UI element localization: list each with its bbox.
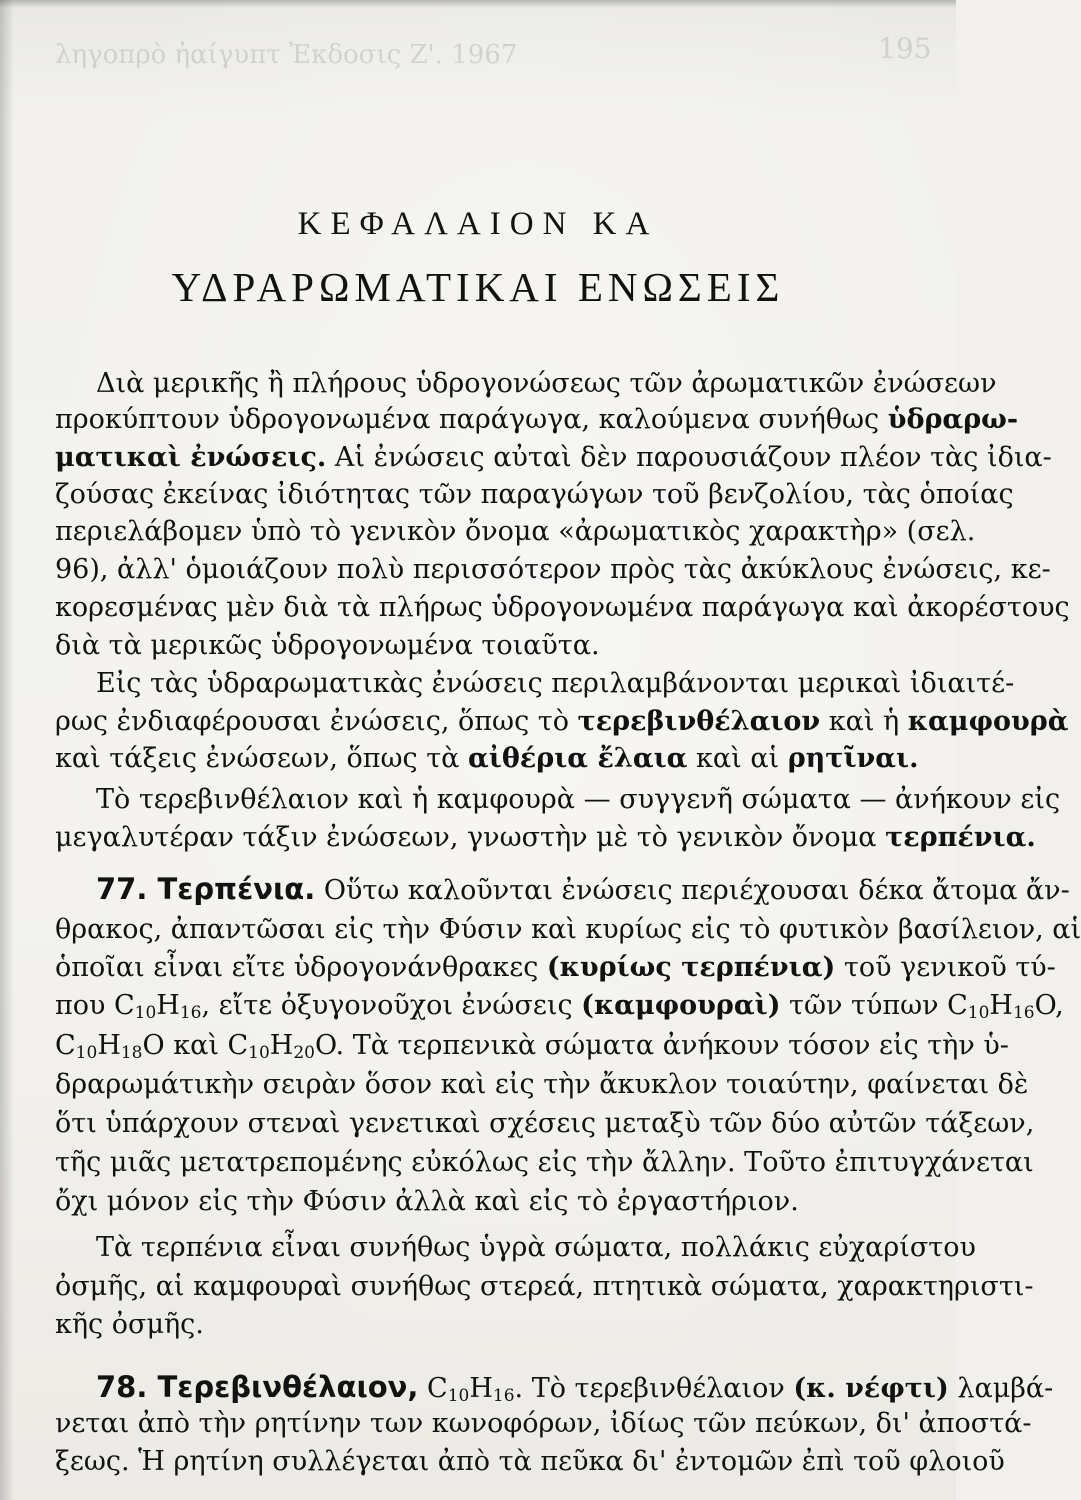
text-run: καὶ τάξεις ἐνώσεων, ὅπως τὰ: [55, 743, 469, 774]
bold-term: καμφουρὰ: [907, 706, 1069, 737]
text-run: Οὕτω καλοῦνται ἐνώσεις περιέχουσαι δέκα ἄτομα ἄν-: [315, 875, 1070, 906]
bold-term: ὑδραρω-: [887, 404, 1019, 435]
text-run: H: [469, 1373, 493, 1404]
text-line: [96, 668, 1015, 699]
bleed-through-page-number: 195: [878, 32, 932, 65]
text-run: Εἰς τὰς ὑδραρωματικὰς ἐνώσεις περιλαμβάνονται μερικαὶ ἰδιαιτέ-: [96, 668, 1015, 699]
text-run: δραρωμάτικὴν σειρὰν ὅσον καὶ εἰς τὴν ἄκυκλον τοιαύτην, φαίνεται δὲ: [55, 1069, 1029, 1100]
text-line: [96, 872, 1070, 906]
text-run: O καὶ C: [142, 1030, 249, 1061]
text-run: τῶν τύπων C: [780, 990, 968, 1021]
text-line: [55, 952, 1056, 983]
text-run: ὅτι ὑπάρχουν στεναὶ γενετικαὶ σχέσεις μεταξὺ τῶν δύο αὐτῶν τάξεων,: [55, 1108, 1035, 1139]
section-heading-77: 77. Τερπένια.: [96, 872, 316, 906]
text-run: H: [989, 990, 1013, 1021]
text-line: [55, 1271, 1034, 1302]
text-run: 96), ἀλλ' ὁμοιάζουν πολὺ περισσότερον πρὸς τὰς ἀκύκλους ἐνώσεις, κε-: [55, 554, 1051, 585]
text-line: [96, 784, 1061, 815]
text-line: [55, 442, 1052, 473]
scan-top-shadow: [0, 0, 956, 8]
text-run: θρακος, ἀπαντῶσαι εἰς τὴν Φύσιν καὶ κυρίως εἰς τὸ φυτικὸν βασίλειον, αἱ: [55, 914, 1081, 945]
text-line: [55, 1446, 1005, 1477]
text-line: [55, 1408, 1032, 1439]
bold-term: τερεβινθέλαιον: [577, 706, 821, 737]
text-run: O. Τὰ τερπενικὰ σώματα ἀνήκουν τόσον εἰς τὴν ὑ-: [314, 1030, 1009, 1061]
text-line: [55, 404, 1019, 435]
text-line: [96, 1370, 1054, 1406]
text-run: H: [97, 1030, 121, 1061]
text-run: Τὸ τερεβινθέλαιον καὶ ἡ καμφουρὰ — συγγενῆ σώματα — ἀνήκουν εἰς: [96, 784, 1061, 815]
text-run: ζούσας ἐκείνας ἰδιότητας τῶν παραγώγων τοῦ βενζολίου, τὰς ὁποίας: [55, 479, 1014, 510]
subscript: 10: [75, 1043, 98, 1063]
text-run: καὶ ἡ: [820, 706, 908, 737]
chapter-title: ΥΔΡΑΡΩΜΑΤΙΚΑΙ ΕΝΩΣΕΙΣ: [171, 264, 785, 310]
text-line: [55, 1069, 1029, 1100]
text-line: [55, 1309, 937, 1340]
text-line: [55, 630, 937, 661]
text-line: [55, 1030, 1009, 1063]
text-run: νεται ἀπὸ τὴν ρητίνην των κωνοφόρων, ἰδίως τῶν πεύκων, δι' ἀποστά-: [55, 1408, 1032, 1439]
text-run: τοῦ γενικοῦ τύ-: [835, 952, 1056, 983]
bold-term: (κ. νέφτι): [793, 1373, 949, 1404]
bleed-through-header: ληγοπρὸ ἠαίγυπτ Ἐκδοσις Ζ'. 1967: [55, 40, 518, 70]
text-line: [55, 914, 1081, 945]
text-run: ρως ἐνδιαφέρουσαι ἐνώσεις, ὅπως τὸ: [55, 706, 578, 737]
text-line: [55, 822, 1036, 853]
text-run: λαμβά-: [948, 1373, 1054, 1404]
text-run: καὶ αἱ: [687, 743, 788, 774]
subscript: 20: [293, 1043, 315, 1063]
text-run: που C: [55, 990, 135, 1021]
text-run: ὄχι μόνον εἰς τὴν Φύσιν ἀλλὰ καὶ εἰς τὸ ἐργαστήριον.: [55, 1186, 799, 1217]
text-run: Διὰ μερικῆς ἢ πλήρους ὑδρογονώσεως τῶν ἀρωματικῶν ἐνώσεων: [96, 368, 997, 399]
section-heading-78: 78. Τερεβινθέλαιον,: [96, 1370, 419, 1404]
chapter-label: ΚΕΦΑΛΑΙΟΝ ΚΑ: [297, 206, 659, 242]
bold-term: τερπένια.: [885, 822, 1036, 853]
subscript: 10: [134, 1003, 157, 1023]
text-line: [55, 479, 1014, 510]
text-line: [55, 1108, 1035, 1139]
bold-term: αἰθέρια ἔλαια: [468, 743, 688, 774]
text-run: Τὰ τερπένια εἶναι συνήθως ὑγρὰ σώματα, πολλάκις εὐχαρίστου: [96, 1232, 976, 1263]
text-run: C: [55, 1030, 76, 1061]
text-line: [55, 743, 937, 774]
text-run: διὰ τὰ μερικῶς ὑδρογονωμένα τοιαῦτα.: [55, 630, 600, 661]
text-run: C: [418, 1373, 448, 1404]
subscript: 16: [492, 1386, 515, 1406]
text-run: O,: [1034, 990, 1064, 1021]
text-run: , εἴτε ὀξυγονοῦχοι ἐνώσεις: [201, 990, 582, 1021]
bold-term: (καμφουραὶ): [581, 990, 781, 1021]
bold-term: ρητῖναι.: [787, 743, 919, 774]
subscript: 10: [447, 1386, 470, 1406]
text-run: . Τὸ τερεβινθέλαιον: [514, 1373, 794, 1404]
text-run: ὁποῖαι εἶναι εἴτε ὑδρογονάνθρακες: [55, 952, 547, 983]
text-line: [55, 554, 1051, 585]
text-run: H: [156, 990, 180, 1021]
text-run: τῆς μιᾶς μετατρεπομένης εὐκόλως εἰς τὴν ἄλλην. Τοῦτο ἐπιτυγχάνεται: [55, 1147, 1034, 1178]
text-run: κῆς ὀσμῆς.: [55, 1309, 204, 1340]
text-line: [55, 1147, 1034, 1178]
text-run: προκύπτουν ὑδρογονωμένα παράγωγα, καλούμενα συνήθως: [55, 404, 888, 435]
subscript: 16: [1012, 1003, 1035, 1023]
text-line: [55, 592, 1070, 623]
subscript: 10: [967, 1003, 990, 1023]
text-line: [96, 1232, 976, 1263]
text-run: ὀσμῆς, αἱ καμφουραὶ συνήθως στερεά, πτητικὰ σώματα, χαρακτηριστι-: [55, 1271, 1034, 1302]
text-line: [55, 990, 1064, 1023]
text-line: [55, 516, 976, 547]
text-run: Αἱ ἐνώσεις αὐταὶ δὲν παρουσιάζουν πλέον τὰς ἰδια-: [326, 442, 1052, 473]
text-line: [55, 1186, 937, 1217]
subscript: 18: [120, 1043, 143, 1063]
subscript: 10: [248, 1043, 270, 1063]
subscript: 16: [179, 1003, 202, 1023]
text-line: [55, 706, 1069, 737]
text-run: περιελάβομεν ὑπὸ τὸ γενικὸν ὄνομα «ἀρωματικὸς χαρακτὴρ» (σελ.: [55, 516, 976, 547]
bold-term: (κυρίως τερπένια): [546, 952, 836, 983]
text-run: H: [269, 1030, 294, 1061]
text-line: [96, 368, 997, 399]
bold-term: ματικαὶ ἐνώσεις.: [55, 442, 327, 473]
text-run: κορεσμένας μὲν διὰ τὰ πλήρως ὑδρογονωμένα παράγωγα καὶ ἀκορέστους: [55, 592, 1070, 623]
text-run: μεγαλυτέραν τάξιν ἐνώσεων, γνωστὴν μὲ τὸ γενικὸν ὄνομα: [55, 822, 886, 853]
text-run: ξεως. Ἡ ρητίνη συλλέγεται ἀπὸ τὰ πεῦκα δι' ἐντομῶν ἐπὶ τοῦ φλοιοῦ: [55, 1446, 1005, 1477]
